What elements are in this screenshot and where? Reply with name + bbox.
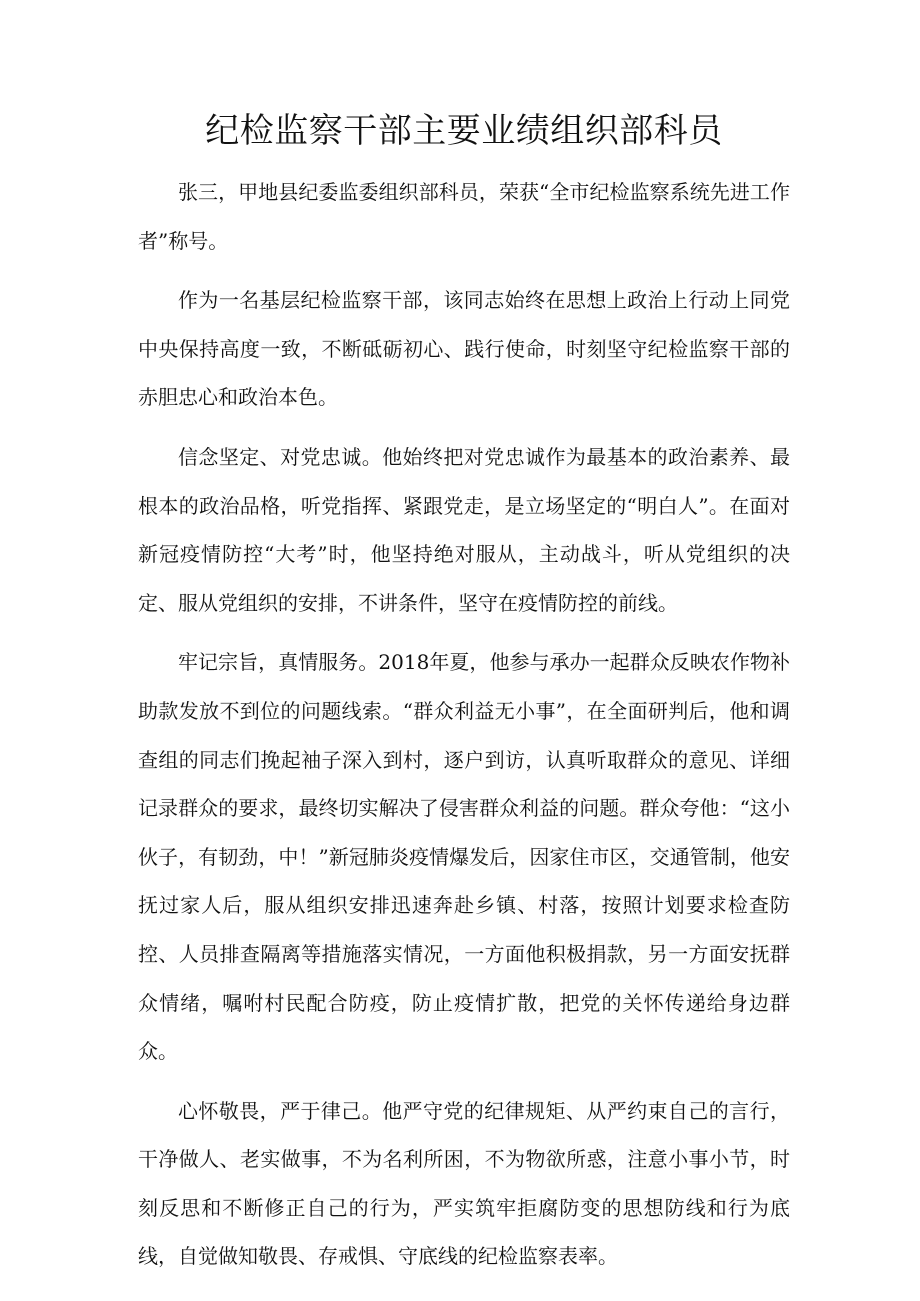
- document-body: [138, 168, 790, 1281]
- document-title: 纪检监察干部主要业绩组织部科员: [205, 111, 723, 151]
- paragraph-self-discipline: 心怀敬畏，严于律己。他严守党的纪律规矩、从严约束自己的言行，干净做人、老实做事，不为名利所困，不为物欲所惑，注意小事小节，时刻反思和不断修正自己的行为，严实筑牢拒腐防变的思想防线和行为底线，自觉做知敬畏、存戒惧、守底线的纪检监察表率。: [138, 1098, 790, 1269]
- paragraph-loyalty: 信念坚定、对党忠诚。他始终把对党忠诚作为最基本的政治素养、最根本的政治品格，听党指挥、紧跟党走，是立场坚定的“明白人”。在面对新冠疫情防控“大考”时，他坚持绝对服从，主动战斗，听从党组织的决定、服从党组织的安排，不讲条件，坚守在疫情防控的前线。: [138, 444, 790, 615]
- paragraph-introduction: 作为一名基层纪检监察干部，该同志始终在思想上政治上行动上同党中央保持高度一致，不断砥砺初心、践行使命，时刻坚守纪检监察干部的赤胆忠心和政治本色。: [138, 288, 790, 410]
- paragraph-award: 张三，甲地县纪委监委组织部科员，荣获“全市纪检监察系统先进工作者”称号。: [138, 180, 790, 253]
- paragraph-service: 牢记宗旨，真情服务。2018年夏，他参与承办一起群众反映农作物补助款发放不到位的问题线索。“群众利益无小事”，在全面研判后，他和调查组的同志们挽起袖子深入到村，逐户到访，认真听取群众的意见、详细记录群众的要求，最终切实解决了侵害群众利益的问题。群众夸他：“这小伙子，有韧劲，中！”新冠肺炎疫情爆发后，因家住市区，交通管制，他安抚过家人后，服从组织安排迅速奔赴乡镇、村落，按照计划要求检查防控、人员排查隔离等措施落实情况，一方面他积极捐款，另一方面安抚群众情绪，嘱咐村民配合防疫，防止疫情扩散，把党的关怀传递给身边群众。: [138, 650, 790, 1064]
